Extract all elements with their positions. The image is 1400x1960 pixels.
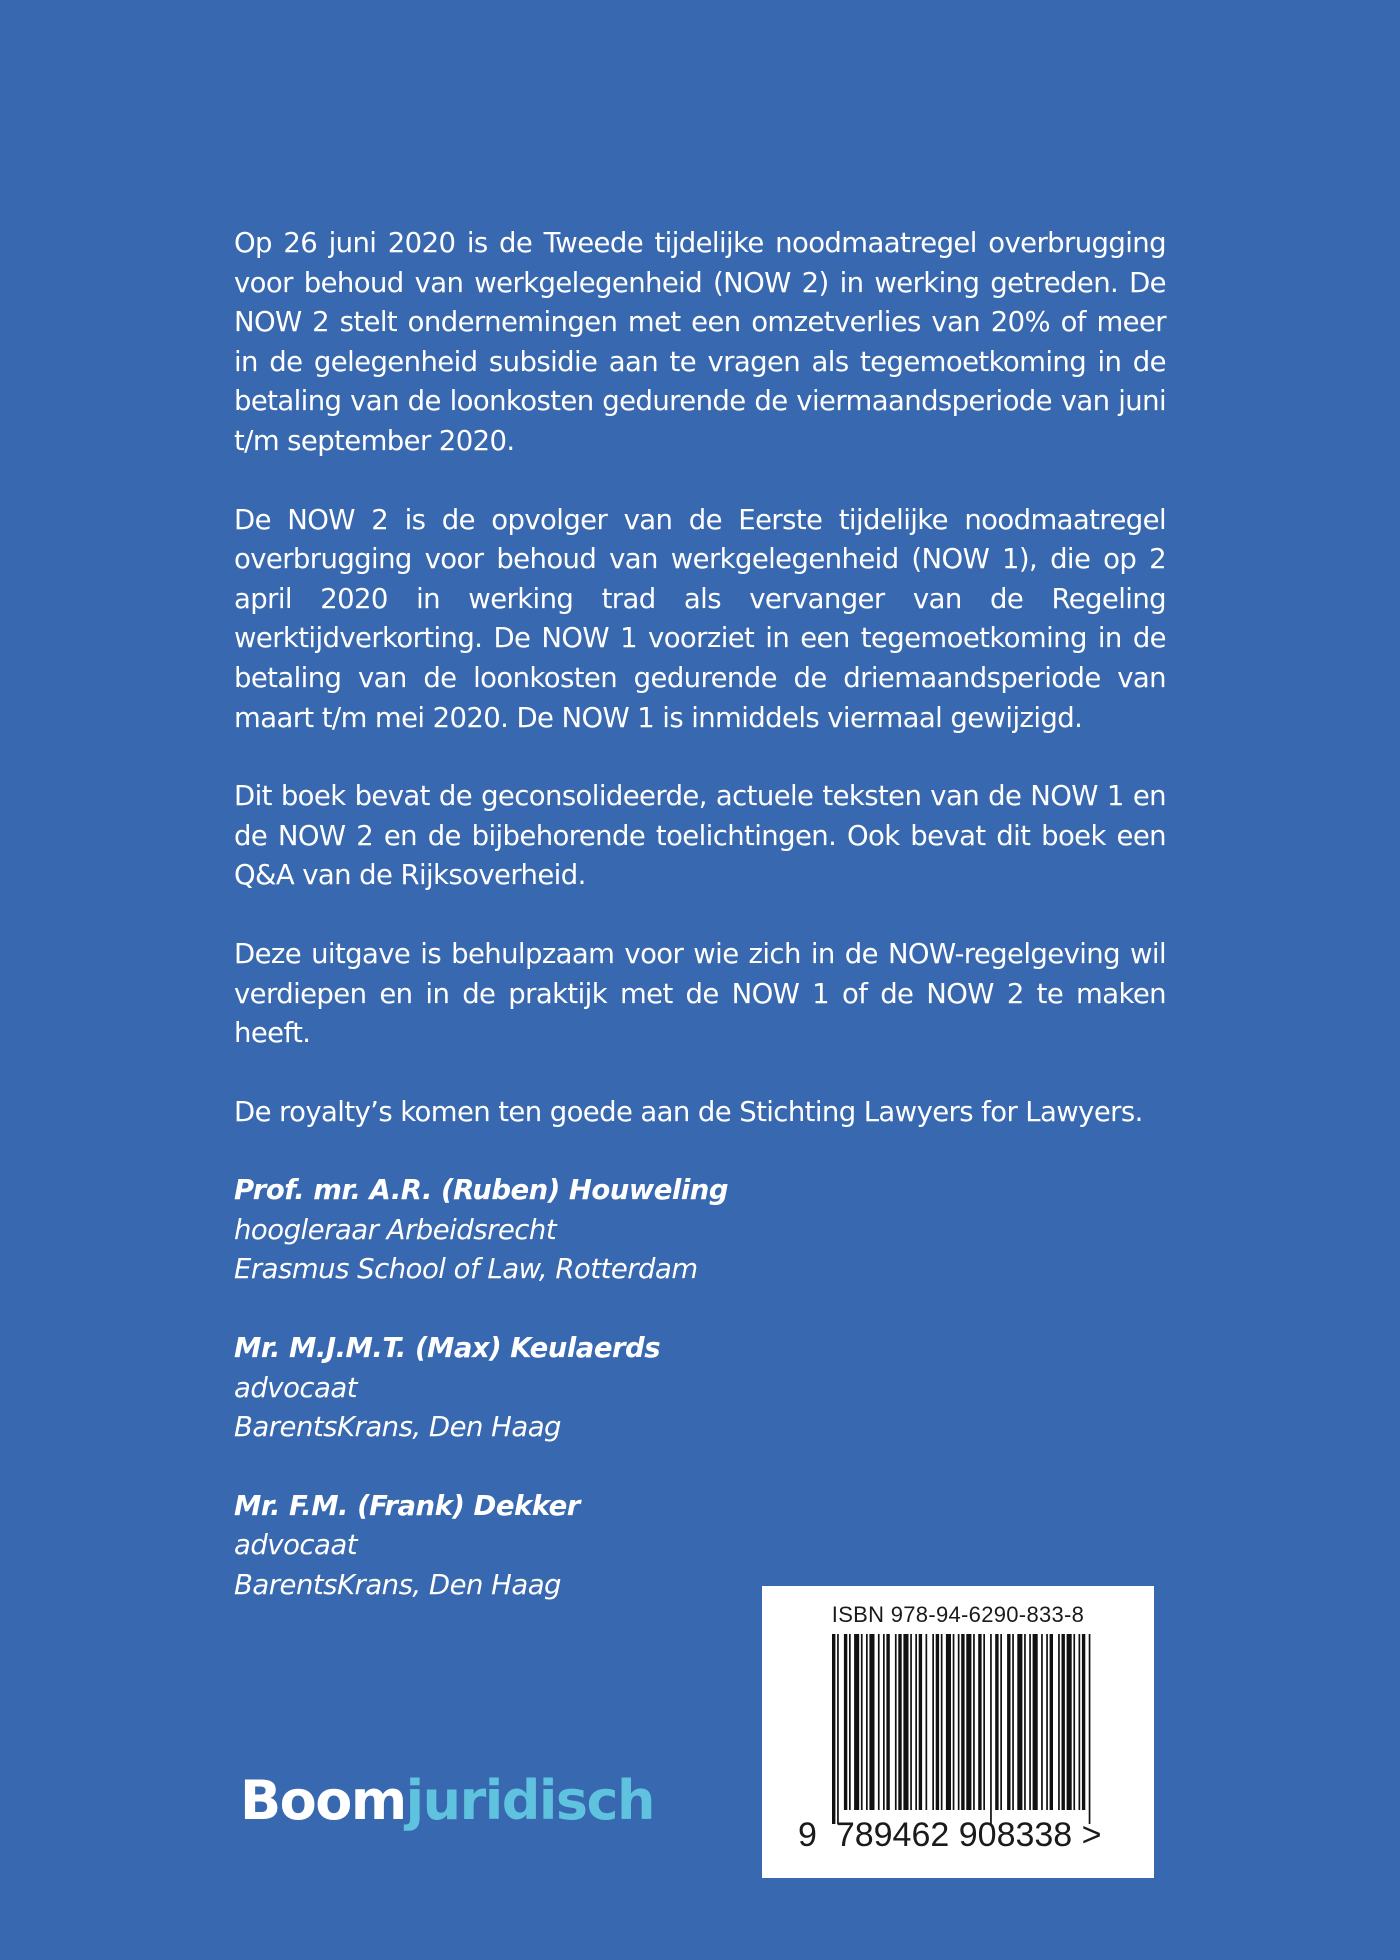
- barcode-bar: [1050, 1634, 1053, 1810]
- barcode-bar: [958, 1634, 960, 1810]
- barcode-bar: [1000, 1634, 1002, 1810]
- barcode-bar: [1033, 1634, 1038, 1810]
- author-1: [234, 1171, 1166, 1290]
- barcode-bar: [932, 1634, 934, 1810]
- barcode-bar: [990, 1634, 992, 1824]
- blurb-paragraph-5: De royalty’s komen ten goede aan de Stichting Lawyers for Lawyers.: [234, 1095, 1143, 1128]
- barcode-bar: [966, 1634, 971, 1810]
- author-affiliation: BarentsKrans, Den Haag: [234, 1569, 562, 1602]
- barcode-bar: [961, 1634, 964, 1810]
- barcode-bar: [973, 1634, 975, 1810]
- barcode-bar: [1007, 1634, 1010, 1810]
- barcode-bar: [1012, 1634, 1014, 1810]
- barcode-bar: [1058, 1634, 1060, 1810]
- barcode-bar: [854, 1634, 859, 1810]
- barcode-bar: [883, 1634, 885, 1810]
- author-role: hoogleraar Arbeidsrecht: [234, 1213, 557, 1246]
- barcode-bar: [1024, 1634, 1026, 1810]
- barcode-bar: [953, 1634, 955, 1810]
- blurb-paragraph-3: Dit boek bevat de geconsolideerde, actuele teksten van de NOW 1 en de NOW 2 en de bijbehorende toelichtingen. Ook bevat dit boek een Q&A van de Rijksoverheid.: [234, 780, 1166, 892]
- back-cover-blurb: [234, 224, 1166, 1645]
- barcode-bar: [1046, 1634, 1048, 1810]
- barcode-bar: [903, 1634, 908, 1810]
- author-role: advocaat: [234, 1371, 358, 1404]
- barcode-bar: [878, 1634, 880, 1810]
- author-2: [234, 1329, 1166, 1448]
- barcode-bar: [915, 1634, 917, 1810]
- barcode-digit-first: 9: [798, 1816, 817, 1854]
- publisher-logo: [240, 1766, 654, 1836]
- barcode-bar: [983, 1634, 985, 1810]
- barcode-bar: [941, 1634, 943, 1810]
- barcode-bars: [832, 1634, 1092, 1824]
- author-affiliation: Erasmus School of Law, Rotterdam: [234, 1253, 698, 1286]
- barcode-bar: [866, 1634, 868, 1810]
- barcode-digits: [798, 1816, 1138, 1855]
- logo-part-juridisch: juridisch: [405, 1769, 654, 1832]
- blurb-paragraph-2: De NOW 2 is de opvolger van de Eerste tijdelijke noodmaatregel overbrugging voor behoud van werkgelegenheid (NOW 1), die op 2 april 2020 in werking trad als vervanger van de Regeling werktijdverkorting. De NOW 1 voorziet in een tegemoetkoming in de betaling van de loonkosten gedurende de driemaandsperiode van maart t/m mei 2020. De NOW 1 is inmiddels viermaal gewijzigd.: [234, 503, 1166, 734]
- isbn-barcode: [762, 1586, 1154, 1878]
- barcode-bar: [946, 1634, 951, 1810]
- barcode-bar: [849, 1634, 851, 1810]
- barcode-bar: [1073, 1634, 1075, 1810]
- barcode-quiet-mark: >: [1081, 1816, 1102, 1854]
- barcode-digits-right: 908338: [958, 1816, 1073, 1854]
- barcode-bar: [1041, 1634, 1043, 1810]
- barcode-bar: [832, 1634, 835, 1824]
- barcode-bar: [1029, 1634, 1031, 1810]
- author-name: Mr. F.M. (Frank) Dekker: [234, 1489, 580, 1522]
- barcode-bar: [844, 1634, 847, 1810]
- author-role: advocaat: [234, 1529, 358, 1562]
- barcode-bar: [1067, 1634, 1072, 1810]
- barcode-digits-left: 789462: [835, 1816, 950, 1854]
- barcode-bar: [995, 1634, 998, 1810]
- blurb-paragraph-4: Deze uitgave is behulpzaam voor wie zich in de NOW-regelgeving wil verdiepen en in de praktijk met de NOW 1 of de NOW 2 te maken heeft.: [234, 937, 1166, 1050]
- logo-part-boom: Boom: [240, 1769, 406, 1832]
- author-affiliation: BarentsKrans, Den Haag: [234, 1411, 562, 1444]
- barcode-bar: [1082, 1634, 1085, 1810]
- barcode-bar: [895, 1634, 897, 1810]
- barcode-bar: [1079, 1634, 1081, 1810]
- barcode-bar: [936, 1634, 939, 1810]
- blurb-paragraph-1: Op 26 juni 2020 is de Tweede tijdelijke noodmaatregel overbrugging voor behoud van werkgelegenheid (NOW 2) in werking getreden. De NOW 2 stelt ondernemingen met een omzetverlies van 20% of meer in de gelegenheid subsidie aan te vragen als tegemoetkoming in de betaling van de loonkosten gedurende de viermaandsperiode van juni t/m september 2020.: [234, 227, 1166, 457]
- barcode-bar: [837, 1634, 839, 1824]
- barcode-bar: [919, 1634, 922, 1810]
- barcode-bar: [1089, 1634, 1091, 1824]
- barcode-bar: [869, 1634, 874, 1810]
- isbn-label: ISBN 978-94-6290-833-8: [831, 1602, 1085, 1627]
- barcode-bar: [926, 1634, 928, 1810]
- barcode-bar: [1017, 1634, 1022, 1810]
- barcode-bar: [978, 1634, 981, 1810]
- author-name: Mr. M.J.M.T. (Max) Keulaerds: [234, 1332, 661, 1365]
- author-name: Prof. mr. A.R. (Ruben) Houweling: [234, 1174, 729, 1207]
- barcode-bar: [1062, 1634, 1065, 1810]
- barcode-bar: [861, 1634, 863, 1810]
- barcode-bar: [886, 1634, 889, 1810]
- barcode-bar: [910, 1634, 912, 1810]
- barcode-bar: [898, 1634, 901, 1810]
